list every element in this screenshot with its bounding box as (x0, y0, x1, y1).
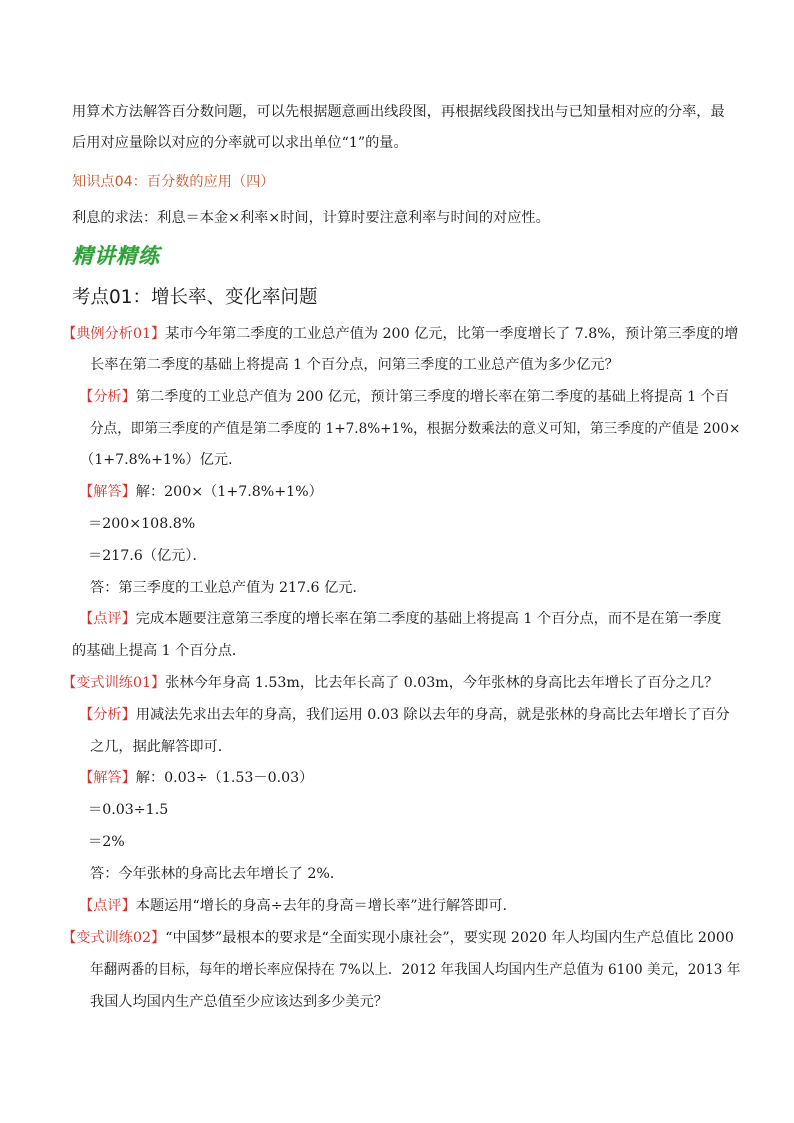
variant1-answer-tag: 【解答】 (79, 770, 136, 786)
example1-question-line-2: 长率在第二季度的基础上将提高 1 个百分点，问第三季度的工业总产值为多少亿元？ (90, 357, 619, 373)
variant1-comment-tag: 【点评】 (79, 898, 136, 914)
variant1-analysis-tag: 【分析】 (79, 707, 136, 723)
example1-answer-line-1 (79, 482, 323, 502)
example1-tag: 【典例分析01】 (62, 326, 166, 342)
intro-line-2: 后用对应量除以对应的分率就可以求出单位“1”的量。 (72, 135, 408, 151)
variant1-answer-line-4: 答：今年张林的身高比去年增长了 2%． (90, 866, 345, 882)
variant1-comment-line-1 (79, 896, 517, 916)
variant1-answer-line-1 (79, 768, 313, 788)
variant2-question-line-2: 年翻两番的目标，每年的增长率应保持在 7%以上．2012 年我国人均国内生产总值为 6100 美元，2013 年 (90, 962, 741, 978)
example1-answer-line-4: 答：第三季度的工业总产值为 217.6 亿元． (90, 580, 367, 596)
variant1-answer-text-1: 解：0.03÷（1.53－0.03） (135, 770, 314, 786)
variant2-question-line-1 (62, 928, 734, 948)
example1-answer-line-2: ＝200×108.8% (88, 516, 196, 532)
kaodian-title: 考点01：增长率、变化率问题 (72, 287, 318, 308)
example1-analysis-tag: 【分析】 (79, 389, 136, 405)
example1-comment-line-1 (79, 609, 721, 629)
variant1-tag: 【变式训练01】 (62, 675, 166, 691)
variant1-answer-line-3: ＝2% (88, 834, 125, 850)
variant1-analysis-line-2: 之几，据此解答即可． (90, 739, 232, 755)
knowledge-point-title: 知识点04：百分数的应用（四） (72, 174, 275, 190)
example1-comment-line-2: 的基础上提高 1 个百分点． (72, 643, 247, 659)
variant2-tag: 【变式训练02】 (62, 930, 166, 946)
variant1-analysis-line-1 (79, 705, 730, 725)
example1-answer-text-1: 解：200×（1+7.8%+1%） (135, 484, 323, 500)
example1-analysis-line-1 (79, 387, 729, 407)
example1-analysis-line-2: 分点，即第三季度的产值是第二季度的 1+7.8%+1%，根据分数乘法的意义可知，第三季度的产值是 200× (90, 421, 741, 437)
variant1-question-line-1 (62, 673, 718, 693)
example1-answer-tag: 【解答】 (79, 484, 136, 500)
example1-comment-tag: 【点评】 (79, 611, 136, 627)
variant2-question-line-3: 我国人均国内生产总值至少应该达到多少美元？ (90, 994, 388, 1010)
example1-answer-line-3: ＝217.6（亿元）． (88, 548, 207, 564)
variant2-question-text-1: “中国梦”最根本的要求是“全面实现小康社会”，要实现 2020 年人均国内生产总值比 2000 (165, 930, 734, 946)
variant1-question-text-1: 张林今年身高 1.53m，比去年长高了 0.03m，今年张林的身高比去年增长了百分之几？ (165, 675, 719, 691)
knowledge-point-text: 利息的求法：利息＝本金×利率×时间，计算时要注意利率与时间的对应性。 (72, 210, 550, 226)
example1-analysis-line-3: （1+7.8%+1%）亿元． (80, 452, 243, 468)
example1-analysis-text-1: 第二季度的工业总产值为 200 亿元，预计第三季度的增长率在第二季度的基础上将提高 1 个百 (135, 389, 730, 405)
variant1-analysis-text-1: 用减法先求出去年的身高，我们运用 0.03 除以去年的身高，就是张林的身高比去年增长了百分 (135, 707, 730, 723)
example1-question-text-1: 某市今年第二季度的工业总产值为 200 亿元，比第一季度增长了 7.8%，预计第三季度的增 (165, 326, 739, 342)
section-heading: 精讲精练 (72, 244, 160, 268)
example1-comment-text-1: 完成本题要注意第三季度的增长率在第二季度的基础上将提高 1 个百分点，而不是在第一季度 (135, 611, 722, 627)
variant1-answer-line-2: ＝0.03÷1.5 (88, 802, 169, 818)
variant1-comment-text-1: 本题运用“增长的身高÷去年的身高＝增长率”进行解答即可． (135, 898, 517, 914)
example1-question-line-1 (62, 324, 738, 344)
intro-line-1: 用算术方法解答百分数问题，可以先根据题意画出线段图，再根据线段图找出与已知量相对应的分率，最 (72, 104, 725, 120)
